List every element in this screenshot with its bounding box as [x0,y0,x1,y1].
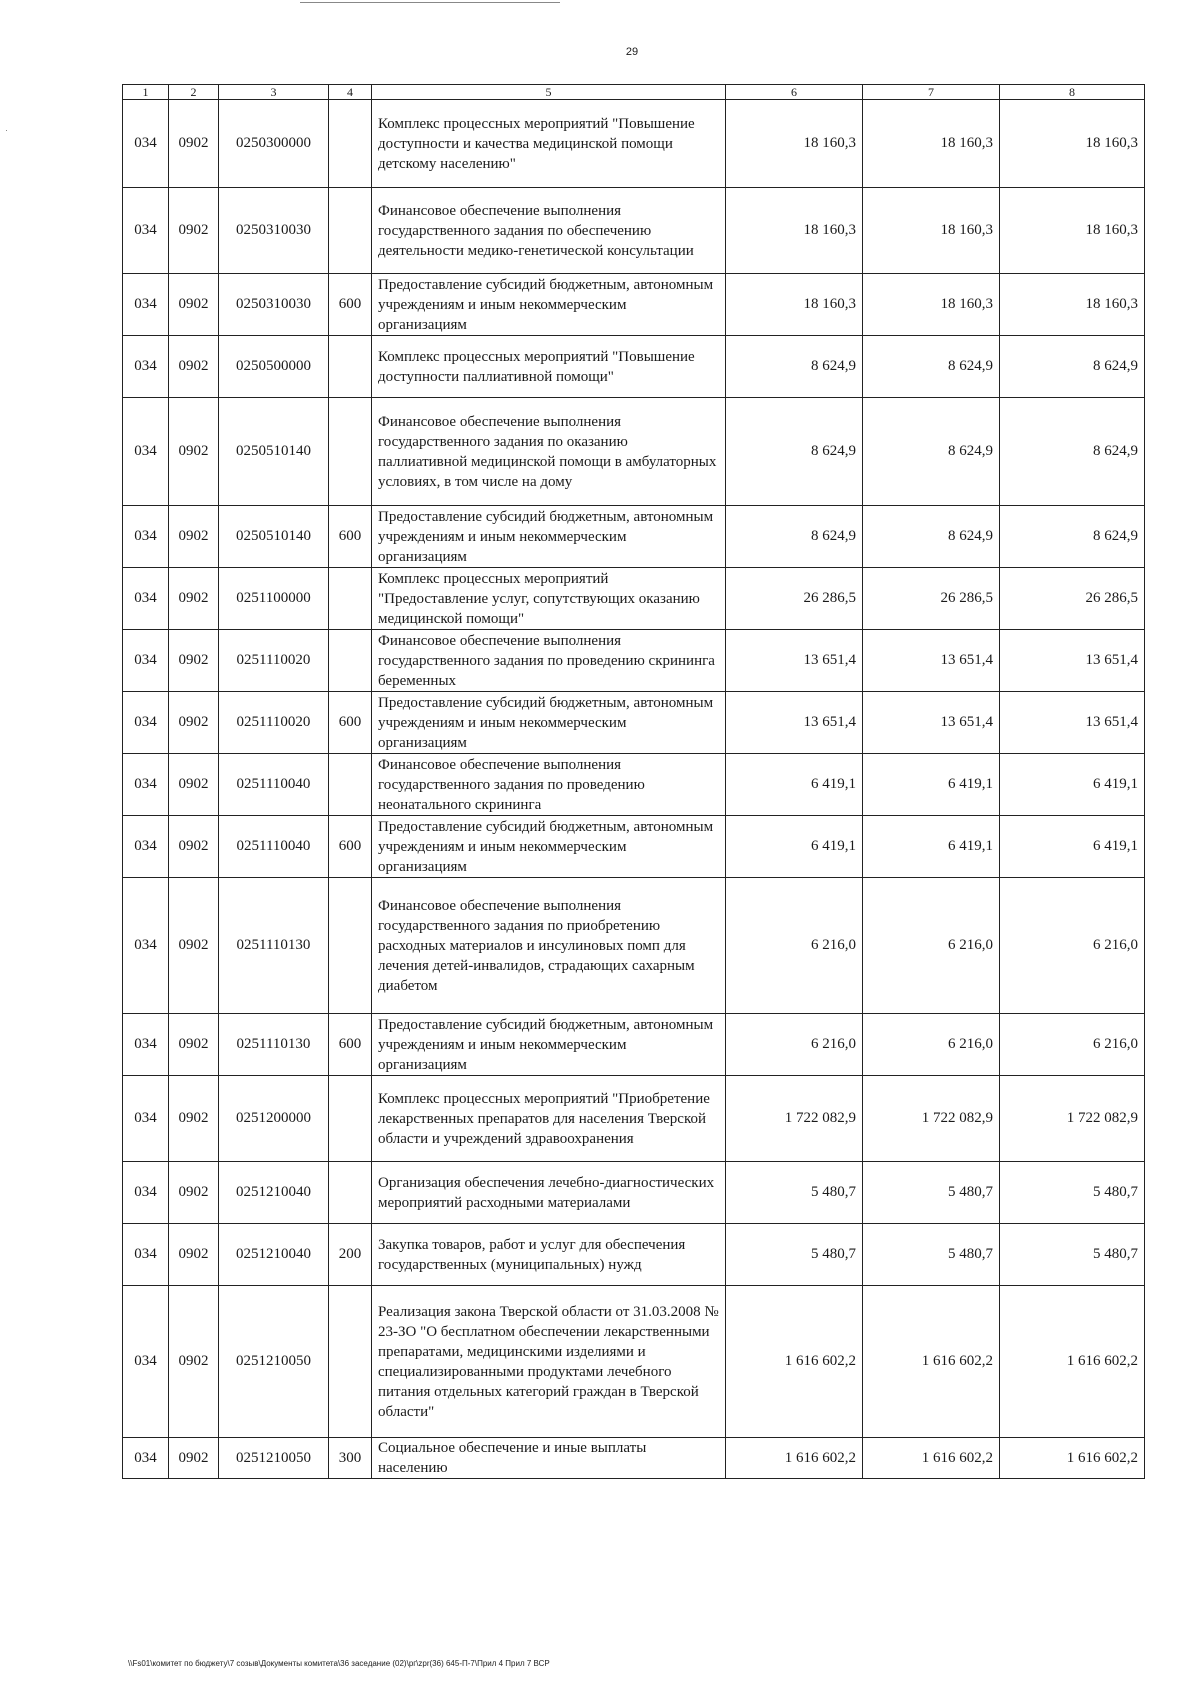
amount-year1-cell: 8 624,9 [726,506,863,568]
target-article-cell: 0251110130 [219,1014,329,1076]
target-article-cell: 0251110020 [219,630,329,692]
description-cell: Комплекс процессных мероприятий "Повышение доступности и качества медицинской помощи детскому населению" [372,100,726,188]
footer-file-path: \\Fs01\комитет по бюджету\7 созыв\Документы комитета\36 заседание (02)\рг\zpr(36) 645-П-7\Прил 4 Прил 7 ВСР [128,1659,550,1668]
section-code-cell: 0902 [169,1076,219,1162]
amount-year3-cell: 18 160,3 [1000,188,1145,274]
table-row [123,398,1145,506]
amount-year1-cell: 6 216,0 [726,878,863,1014]
amount-year3-cell: 1 616 602,2 [1000,1438,1145,1479]
expense-type-cell [329,1286,372,1438]
description-cell: Комплекс процессных мероприятий "Приобретение лекарственных препаратов для населения Тверской области и учреждений здравоохранения [372,1076,726,1162]
section-code-cell: 0902 [169,692,219,754]
amount-year3-cell: 5 480,7 [1000,1162,1145,1224]
table-row [123,100,1145,188]
scan-artifact [6,130,7,131]
target-article-cell: 0251100000 [219,568,329,630]
amount-year2-cell: 8 624,9 [863,336,1000,398]
expense-type-cell: 600 [329,816,372,878]
description-cell: Предоставление субсидий бюджетным, автономным учреждениям и иным некоммерческим организациям [372,816,726,878]
department-code-cell: 034 [123,100,169,188]
description-cell: Комплекс процессных мероприятий "Повышение доступности паллиативной помощи" [372,336,726,398]
section-code-cell: 0902 [169,630,219,692]
amount-year3-cell: 6 216,0 [1000,1014,1145,1076]
expense-type-cell: 600 [329,1014,372,1076]
amount-year3-cell: 6 419,1 [1000,754,1145,816]
table-row [123,1438,1145,1479]
amount-year3-cell: 18 160,3 [1000,274,1145,336]
target-article-cell: 0250500000 [219,336,329,398]
amount-year1-cell: 5 480,7 [726,1224,863,1286]
section-code-cell: 0902 [169,568,219,630]
header-row [123,85,1145,100]
section-code-cell: 0902 [169,754,219,816]
scan-artifact [300,2,560,3]
amount-year1-cell: 8 624,9 [726,336,863,398]
table-row [123,506,1145,568]
amount-year1-cell: 18 160,3 [726,100,863,188]
amount-year2-cell: 8 624,9 [863,398,1000,506]
section-code-cell: 0902 [169,1286,219,1438]
table-row [123,188,1145,274]
amount-year2-cell: 6 216,0 [863,1014,1000,1076]
amount-year3-cell: 6 419,1 [1000,816,1145,878]
department-code-cell: 034 [123,568,169,630]
description-cell: Предоставление субсидий бюджетным, автономным учреждениям и иным некоммерческим организациям [372,692,726,754]
amount-year2-cell: 18 160,3 [863,100,1000,188]
amount-year3-cell: 8 624,9 [1000,506,1145,568]
description-cell: Финансовое обеспечение выполнения государственного задания по проведению неонатального скрининга [372,754,726,816]
amount-year2-cell: 1 616 602,2 [863,1286,1000,1438]
section-code-cell: 0902 [169,1014,219,1076]
table-row [123,1076,1145,1162]
target-article-cell: 0250310030 [219,274,329,336]
table-row [123,692,1145,754]
amount-year3-cell: 18 160,3 [1000,100,1145,188]
expense-type-cell [329,100,372,188]
amount-year1-cell: 13 651,4 [726,692,863,754]
department-code-cell: 034 [123,1438,169,1479]
department-code-cell: 034 [123,1162,169,1224]
section-code-cell: 0902 [169,274,219,336]
description-cell: Предоставление субсидий бюджетным, автономным учреждениям и иным некоммерческим организациям [372,1014,726,1076]
expense-type-cell: 600 [329,274,372,336]
department-code-cell: 034 [123,188,169,274]
header-cell: 2 [169,85,219,100]
amount-year2-cell: 1 616 602,2 [863,1438,1000,1479]
department-code-cell: 034 [123,1014,169,1076]
amount-year1-cell: 6 216,0 [726,1014,863,1076]
table-row [123,568,1145,630]
amount-year1-cell: 13 651,4 [726,630,863,692]
description-cell: Закупка товаров, работ и услуг для обеспечения государственных (муниципальных) нужд [372,1224,726,1286]
amount-year3-cell: 8 624,9 [1000,336,1145,398]
target-article-cell: 0251110040 [219,754,329,816]
amount-year2-cell: 18 160,3 [863,188,1000,274]
header-cell: 5 [372,85,726,100]
section-code-cell: 0902 [169,336,219,398]
budget-table [122,84,1145,1479]
description-cell: Комплекс процессных мероприятий "Предоставление услуг, сопутствующих оказанию медицинской помощи" [372,568,726,630]
amount-year1-cell: 26 286,5 [726,568,863,630]
amount-year2-cell: 6 419,1 [863,754,1000,816]
amount-year3-cell: 6 216,0 [1000,878,1145,1014]
section-code-cell: 0902 [169,506,219,568]
table-row [123,1224,1145,1286]
amount-year2-cell: 5 480,7 [863,1224,1000,1286]
amount-year3-cell: 13 651,4 [1000,630,1145,692]
section-code-cell: 0902 [169,100,219,188]
department-code-cell: 034 [123,878,169,1014]
amount-year2-cell: 8 624,9 [863,506,1000,568]
department-code-cell: 034 [123,398,169,506]
description-cell: Предоставление субсидий бюджетным, автономным учреждениям и иным некоммерческим организациям [372,274,726,336]
target-article-cell: 0251210040 [219,1224,329,1286]
department-code-cell: 034 [123,1224,169,1286]
expense-type-cell [329,630,372,692]
department-code-cell: 034 [123,274,169,336]
table-row [123,1162,1145,1224]
description-cell: Финансовое обеспечение выполнения государственного задания по проведению скрининга беременных [372,630,726,692]
table-row [123,754,1145,816]
table-row [123,336,1145,398]
amount-year3-cell: 26 286,5 [1000,568,1145,630]
header-cell: 6 [726,85,863,100]
description-cell: Социальное обеспечение и иные выплаты населению [372,1438,726,1479]
department-code-cell: 034 [123,816,169,878]
table-row [123,630,1145,692]
amount-year3-cell: 1 722 082,9 [1000,1076,1145,1162]
table-row [123,816,1145,878]
section-code-cell: 0902 [169,1224,219,1286]
section-code-cell: 0902 [169,398,219,506]
description-cell: Предоставление субсидий бюджетным, автономным учреждениям и иным некоммерческим организациям [372,506,726,568]
header-cell: 3 [219,85,329,100]
department-code-cell: 034 [123,754,169,816]
amount-year3-cell: 13 651,4 [1000,692,1145,754]
section-code-cell: 0902 [169,1438,219,1479]
section-code-cell: 0902 [169,816,219,878]
amount-year2-cell: 5 480,7 [863,1162,1000,1224]
amount-year2-cell: 18 160,3 [863,274,1000,336]
department-code-cell: 034 [123,1076,169,1162]
table-row [123,1286,1145,1438]
table-row [123,878,1145,1014]
amount-year1-cell: 1 616 602,2 [726,1286,863,1438]
amount-year1-cell: 8 624,9 [726,398,863,506]
description-cell: Финансовое обеспечение выполнения государственного задания по оказанию паллиативной медицинской помощи в амбулаторных условиях, в том числе на дому [372,398,726,506]
expense-type-cell: 600 [329,692,372,754]
section-code-cell: 0902 [169,878,219,1014]
amount-year1-cell: 18 160,3 [726,188,863,274]
amount-year2-cell: 13 651,4 [863,692,1000,754]
description-cell: Реализация закона Тверской области от 31.03.2008 № 23-ЗО "О бесплатном обеспечении лекарственными препаратами, медицинскими изделиями и специализированными продуктами лечебного питания отдельных категорий граждан в Тверской области" [372,1286,726,1438]
expense-type-cell [329,336,372,398]
department-code-cell: 034 [123,336,169,398]
header-cell: 7 [863,85,1000,100]
description-cell: Финансовое обеспечение выполнения государственного задания по приобретению расходных материалов и инсулиновых помп для лечения детей-инвалидов, страдающих сахарным диабетом [372,878,726,1014]
amount-year2-cell: 6 216,0 [863,878,1000,1014]
expense-type-cell: 200 [329,1224,372,1286]
amount-year3-cell: 8 624,9 [1000,398,1145,506]
amount-year1-cell: 6 419,1 [726,754,863,816]
target-article-cell: 0251210050 [219,1438,329,1479]
table-row [123,1014,1145,1076]
amount-year2-cell: 26 286,5 [863,568,1000,630]
amount-year2-cell: 6 419,1 [863,816,1000,878]
amount-year3-cell: 5 480,7 [1000,1224,1145,1286]
amount-year2-cell: 1 722 082,9 [863,1076,1000,1162]
department-code-cell: 034 [123,630,169,692]
header-cell: 8 [1000,85,1145,100]
amount-year1-cell: 18 160,3 [726,274,863,336]
description-cell: Финансовое обеспечение выполнения государственного задания по обеспечению деятельности медико-генетической консультации [372,188,726,274]
expense-type-cell [329,878,372,1014]
expense-type-cell [329,754,372,816]
target-article-cell: 0250300000 [219,100,329,188]
page-number: 29 [625,46,639,58]
expense-type-cell [329,398,372,506]
expense-type-cell [329,568,372,630]
department-code-cell: 034 [123,506,169,568]
target-article-cell: 0251210050 [219,1286,329,1438]
amount-year1-cell: 5 480,7 [726,1162,863,1224]
target-article-cell: 0251110020 [219,692,329,754]
target-article-cell: 0250510140 [219,398,329,506]
amount-year2-cell: 13 651,4 [863,630,1000,692]
target-article-cell: 0251110040 [219,816,329,878]
department-code-cell: 034 [123,1286,169,1438]
target-article-cell: 0251200000 [219,1076,329,1162]
target-article-cell: 0251210040 [219,1162,329,1224]
target-article-cell: 0250510140 [219,506,329,568]
header-cell: 4 [329,85,372,100]
expense-type-cell [329,1076,372,1162]
description-cell: Организация обеспечения лечебно-диагностических мероприятий расходными материалами [372,1162,726,1224]
amount-year1-cell: 1 616 602,2 [726,1438,863,1479]
amount-year3-cell: 1 616 602,2 [1000,1286,1145,1438]
expense-type-cell: 600 [329,506,372,568]
expense-type-cell: 300 [329,1438,372,1479]
header-cell: 1 [123,85,169,100]
expense-type-cell [329,1162,372,1224]
section-code-cell: 0902 [169,188,219,274]
table-row [123,274,1145,336]
expense-type-cell [329,188,372,274]
section-code-cell: 0902 [169,1162,219,1224]
amount-year1-cell: 1 722 082,9 [726,1076,863,1162]
department-code-cell: 034 [123,692,169,754]
amount-year1-cell: 6 419,1 [726,816,863,878]
target-article-cell: 0251110130 [219,878,329,1014]
target-article-cell: 0250310030 [219,188,329,274]
